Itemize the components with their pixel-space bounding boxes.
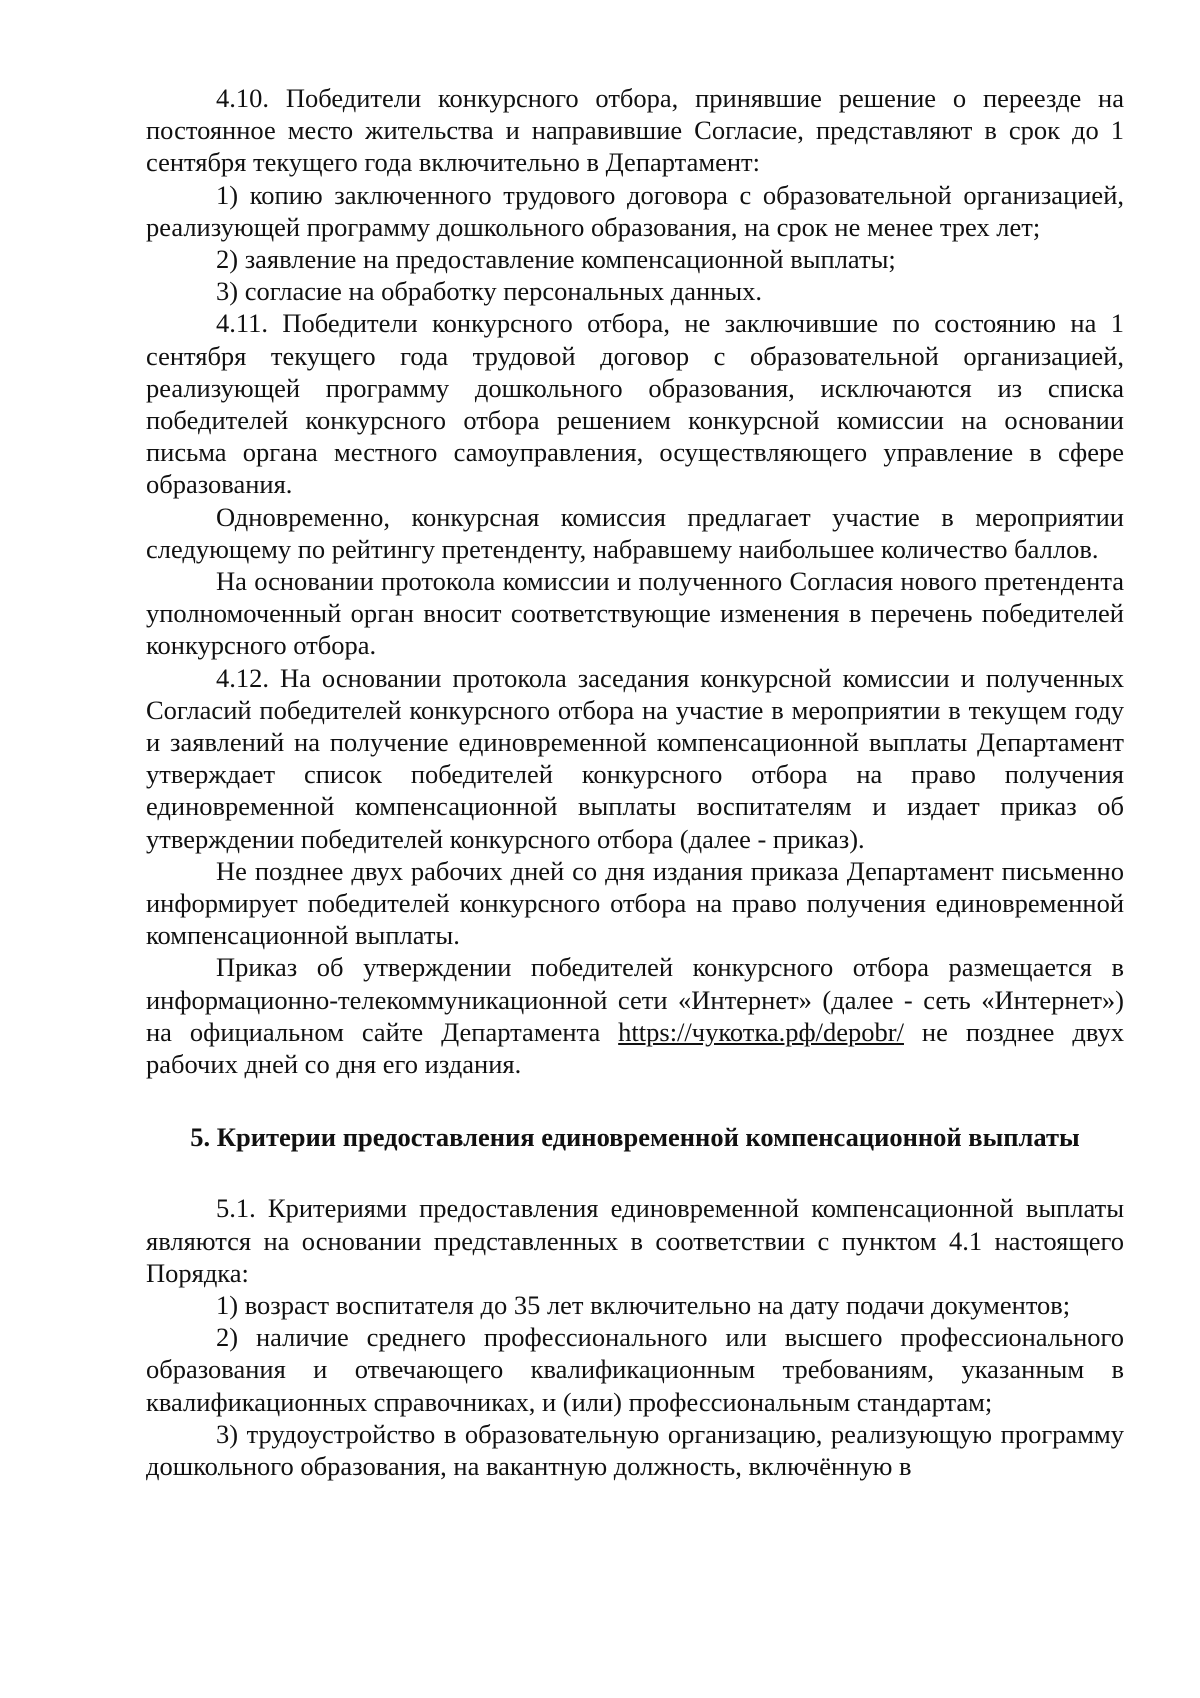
paragraph-5-1-item-1: 1) возраст воспитателя до 35 лет включительно на дату подачи документов;: [216, 1289, 1071, 1320]
paragraph-4-12-c: [146, 951, 1124, 1080]
paragraph-4-11-c: На основании протокола комиссии и полученного Согласия нового претендента уполномоченный орган вносит соответствующие изменения в перечень победителей конкурсного отбора.: [146, 566, 1124, 661]
paragraph-4-12: 4.12. На основании протокола заседания конкурсной комиссии и полученных Согласий победителей конкурсного отбора на участие в мероприятии в текущем году и заявлений на получение единовременной компенсационной выплаты Департамент утверждает список победителей конкурсного отбора на право получения единовременной компенсационной выплаты воспитателям и издает приказ об утверждении победителей конкурсного отбора (далее - приказ).: [146, 662, 1124, 854]
paragraph-4-11: 4.11. Победители конкурсного отбора, не заключившие по состоянию на 1 сентября текущего года трудовой договор с образовательной организацией, реализующей программу дошкольного образования, исключаются из списка победителей конкурсного отбора решением конкурсной комиссии на основании письма органа местного самоуправления, осуществляющего управление в сфере образования.: [146, 308, 1124, 500]
paragraph-4-10-item-3: 3) согласие на обработку персональных данных.: [216, 276, 763, 307]
paragraph-5-1-item-3: 3) трудоустройство в образовательную организацию, реализующую программу дошкольного образования, на вакантную должность, включённую в: [146, 1418, 1124, 1481]
paragraph-4-12-c-text-start: Приказ об утверждении победителей конкурсного отбора размещается в информационно-телекоммуникационной сети «Интернет» (далее - сеть «Интернет») на официальном сайте Департамента: [146, 952, 1124, 1047]
paragraph-5-1: 5.1. Критериями предоставления единовременной компенсационной выплаты являются на основании представленных в соответствии с пунктом 4.1 настоящего Порядка:: [146, 1193, 1124, 1288]
document-page: [146, 82, 1124, 1482]
paragraph-5-1-item-2: 2) наличие среднего профессионального или высшего профессионального образования и отвечающего квалификационным требованиям, указанным в квалификационных справочниках, и (или) профессиональным стандартам;: [146, 1322, 1124, 1417]
paragraph-4-10-item-2: 2) заявление на предоставление компенсационной выплаты;: [216, 244, 896, 275]
section-5-heading: 5. Критерии предоставления единовременной компенсационной выплаты: [190, 1122, 1080, 1153]
paragraph-4-12-b: Не позднее двух рабочих дней со дня издания приказа Департамент письменно информирует победителей конкурсного отбора на право получения единовременной компенсационной выплаты.: [146, 855, 1124, 951]
paragraph-4-10-item-1: 1) копию заключенного трудового договора с образовательной организацией, реализующей программу дошкольного образования, на срок не менее трех лет;: [146, 179, 1124, 242]
paragraph-4-12-c-text-end: не позднее двух рабочих дней со дня его издания.: [146, 1016, 1124, 1080]
department-website-link[interactable]: https://чукотка.рф/depobr/: [618, 1016, 904, 1047]
paragraph-4-10: 4.10. Победители конкурсного отбора, принявшие решение о переезде на постоянное место жительства и направившие Согласие, представляют в срок до 1 сентября текущего года включительно в Департамент:: [146, 83, 1124, 178]
paragraph-4-11-b: Одновременно, конкурсная комиссия предлагает участие в мероприятии следующему по рейтингу претенденту, набравшему наибольшее количество баллов.: [146, 501, 1124, 564]
